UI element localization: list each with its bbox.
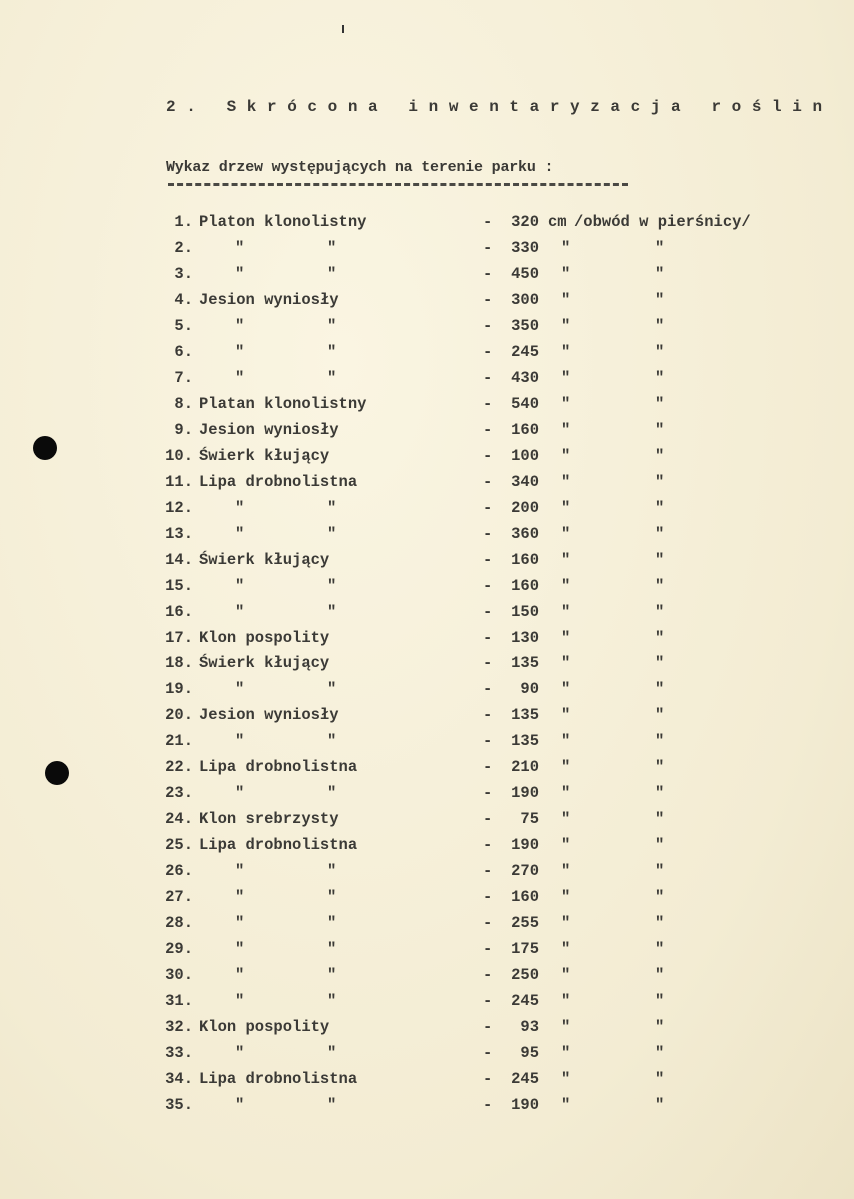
unit: " [561,316,571,335]
unit: " [561,862,571,881]
dash: - [483,524,493,543]
row-number: 27. [165,888,193,907]
circumference-value: 340 [511,472,539,491]
tree-species: Jesion wyniosły [199,420,339,439]
dash: - [483,784,493,803]
ditto-mark: " [235,576,245,595]
row-number: 35. [165,1095,193,1114]
punch-hole [33,436,57,460]
circumference-value: 135 [511,654,539,673]
ditto-mark: " [235,316,245,335]
row-number: 12. [165,498,193,517]
row-number: 1. [174,213,193,231]
ditto-mark: " [235,602,245,621]
dash: - [483,290,493,309]
row-number: 33. [165,1044,193,1063]
ditto-mark: " [235,888,245,907]
circumference-value: 160 [511,550,539,569]
dash: - [483,1044,493,1063]
dash: - [483,654,493,673]
unit: " [561,394,571,413]
stray-mark [342,25,344,33]
dash: - [483,836,493,855]
note: " [655,784,665,803]
circumference-value: 130 [511,628,539,647]
note: " [655,472,665,491]
tree-species: Platan klonolistny [199,394,367,413]
dash: - [483,316,493,335]
dash: - [483,238,493,257]
note: " [655,810,665,829]
row-number: 3. [174,264,193,283]
note: " [655,940,665,959]
row-number: 23. [165,784,193,803]
unit: " [561,576,571,595]
unit: " [561,1095,571,1114]
circumference-value: 200 [511,498,539,517]
ditto-mark: " [235,264,245,283]
ditto-mark: " [327,940,337,959]
row-number: 4. [174,290,193,309]
note: " [655,654,665,673]
ditto-mark: " [235,368,245,387]
unit: " [561,836,571,855]
row-number: 28. [165,914,193,933]
dash: - [483,602,493,621]
unit: " [561,992,571,1011]
unit: " [561,628,571,647]
unit: " [561,1044,571,1063]
unit: " [561,1070,571,1088]
circumference-value: 430 [511,368,539,387]
note: /obwód w pierśnicy/ [574,213,751,231]
ditto-mark: " [327,966,337,985]
ditto-mark: " [235,1095,245,1114]
row-number: 18. [165,654,193,673]
note: " [655,420,665,439]
circumference-value: 135 [511,732,539,751]
tree-species: Jesion wyniosły [199,290,339,309]
note: " [655,342,665,361]
circumference-value: 160 [511,888,539,907]
note: " [655,1018,665,1037]
dash: - [483,394,493,413]
unit: " [561,498,571,517]
dash: - [483,264,493,283]
dash: - [483,213,493,231]
dash: - [483,862,493,881]
tree-species: Lipa drobnolistna [199,472,358,491]
row-number: 30. [165,966,193,985]
circumference-value: 300 [511,290,539,309]
ditto-mark: " [327,498,337,517]
ditto-mark: " [235,914,245,933]
note: " [655,524,665,543]
note: " [655,862,665,881]
section-heading: 2. Skrócona inwentaryzacja roślin [166,98,833,116]
row-number: 19. [165,680,193,699]
circumference-value: 360 [511,524,539,543]
row-number: 16. [165,602,193,621]
ditto-mark: " [327,914,337,933]
unit: " [561,758,571,777]
note: " [655,680,665,699]
circumference-value: 90 [520,680,539,699]
tree-species: Lipa drobnolistna [199,758,358,777]
unit: " [561,602,571,621]
note: " [655,550,665,569]
circumference-value: 540 [511,394,539,413]
tree-species: Klon pospolity [199,628,330,647]
ditto-mark: " [327,1044,337,1063]
circumference-value: 160 [511,576,539,595]
ditto-mark: " [327,888,337,907]
ditto-mark: " [235,498,245,517]
circumference-value: 250 [511,966,539,985]
tree-species: Klon pospolity [199,1018,330,1037]
row-number: 29. [165,940,193,959]
ditto-mark: " [235,680,245,699]
circumference-value: 190 [511,836,539,855]
tree-species: Lipa drobnolistna [199,1070,358,1088]
note: " [655,1095,665,1114]
dash: - [483,550,493,569]
circumference-value: 190 [511,1095,539,1114]
ditto-mark: " [235,966,245,985]
row-number: 17. [165,628,193,647]
list-title: Wykaz drzew występujących na terenie parku : [166,159,554,176]
unit: " [561,706,571,725]
unit: " [561,784,571,803]
note: " [655,706,665,725]
circumference-value: 175 [511,940,539,959]
ditto-mark: " [327,732,337,751]
unit: " [561,472,571,491]
dash: - [483,498,493,517]
note: " [655,966,665,985]
row-number: 13. [165,524,193,543]
circumference-value: 100 [511,446,539,465]
circumference-value: 95 [520,1044,539,1063]
dash: - [483,420,493,439]
note: " [655,914,665,933]
ditto-mark: " [327,264,337,283]
ditto-mark: " [327,862,337,881]
dash: - [483,758,493,777]
tree-species: Lipa drobnolistna [199,836,358,855]
unit: " [561,342,571,361]
unit: " [561,238,571,257]
note: " [655,238,665,257]
unit: " [561,732,571,751]
unit: " [561,810,571,829]
row-number: 6. [174,342,193,361]
note: " [655,264,665,283]
row-number: 14. [165,550,193,569]
ditto-mark: " [235,784,245,803]
circumference-value: 245 [511,1070,539,1088]
dashed-underline [168,183,628,186]
ditto-mark: " [327,992,337,1011]
row-number: 24. [165,810,193,829]
unit: " [561,966,571,985]
ditto-mark: " [235,342,245,361]
tree-species: Jesion wyniosły [199,706,339,725]
row-number: 25. [165,836,193,855]
ditto-mark: " [327,1095,337,1114]
circumference-value: 135 [511,706,539,725]
note: " [655,316,665,335]
circumference-value: 245 [511,992,539,1011]
note: " [655,888,665,907]
tree-species: Platon klonolistny [199,213,367,231]
note: " [655,628,665,647]
unit: " [561,914,571,933]
dash: - [483,732,493,751]
row-number: 9. [174,420,193,439]
row-number: 5. [174,316,193,335]
dash: - [483,1070,493,1088]
note: " [655,290,665,309]
ditto-mark: " [327,784,337,803]
ditto-mark: " [235,940,245,959]
row-number: 10. [165,446,193,465]
dash: - [483,576,493,595]
circumference-value: 160 [511,420,539,439]
row-number: 15. [165,576,193,595]
note: " [655,394,665,413]
circumference-value: 245 [511,342,539,361]
row-number: 21. [165,732,193,751]
unit: " [561,290,571,309]
circumference-value: 330 [511,238,539,257]
circumference-value: 350 [511,316,539,335]
dash: - [483,940,493,959]
note: " [655,1044,665,1063]
tree-species: Klon srebrzysty [199,810,339,829]
ditto-mark: " [235,992,245,1011]
dash: - [483,446,493,465]
ditto-mark: " [235,524,245,543]
dash: - [483,914,493,933]
ditto-mark: " [327,524,337,543]
ditto-mark: " [235,862,245,881]
ditto-mark: " [327,680,337,699]
unit: " [561,420,571,439]
note: " [655,758,665,777]
note: " [655,992,665,1011]
note: " [655,836,665,855]
note: " [655,732,665,751]
circumference-value: 190 [511,784,539,803]
circumference-value: 93 [520,1018,539,1037]
unit: " [561,524,571,543]
ditto-mark: " [235,732,245,751]
unit: cm [548,213,567,231]
ditto-mark: " [327,342,337,361]
circumference-value: 210 [511,758,539,777]
ditto-mark: " [327,576,337,595]
punch-hole [45,761,69,785]
unit: " [561,550,571,569]
row-number: 20. [165,706,193,725]
row-number: 8. [174,394,193,413]
ditto-mark: " [327,602,337,621]
circumference-value: 450 [511,264,539,283]
dash: - [483,1018,493,1037]
tree-species: Świerk kłujący [199,550,330,569]
tree-species: Świerk kłujący [199,446,330,465]
dash: - [483,1095,493,1114]
ditto-mark: " [327,238,337,257]
dash: - [483,368,493,387]
ditto-mark: " [235,238,245,257]
unit: " [561,888,571,907]
row-number: 22. [165,758,193,777]
circumference-value: 75 [520,810,539,829]
note: " [655,498,665,517]
circumference-value: 255 [511,914,539,933]
row-number: 32. [165,1018,193,1037]
dash: - [483,992,493,1011]
ditto-mark: " [327,368,337,387]
dash: - [483,706,493,725]
note: " [655,368,665,387]
dash: - [483,342,493,361]
circumference-value: 270 [511,862,539,881]
row-number: 31. [165,992,193,1011]
row-number: 2. [174,238,193,257]
unit: " [561,446,571,465]
note: " [655,602,665,621]
unit: " [561,264,571,283]
row-number: 11. [165,472,193,491]
note: " [655,1070,665,1088]
unit: " [561,1018,571,1037]
unit: " [561,940,571,959]
row-number: 7. [174,368,193,387]
circumference-value: 150 [511,602,539,621]
unit: " [561,654,571,673]
row-number: 34. [165,1070,193,1088]
note: " [655,446,665,465]
dash: - [483,680,493,699]
dash: - [483,628,493,647]
tree-species: Świerk kłujący [199,654,330,673]
dash: - [483,810,493,829]
dash: - [483,966,493,985]
dash: - [483,472,493,491]
note: " [655,576,665,595]
ditto-mark: " [327,316,337,335]
unit: " [561,680,571,699]
ditto-mark: " [235,1044,245,1063]
row-number: 26. [165,862,193,881]
circumference-value: 320 [511,213,539,231]
unit: " [561,368,571,387]
dash: - [483,888,493,907]
